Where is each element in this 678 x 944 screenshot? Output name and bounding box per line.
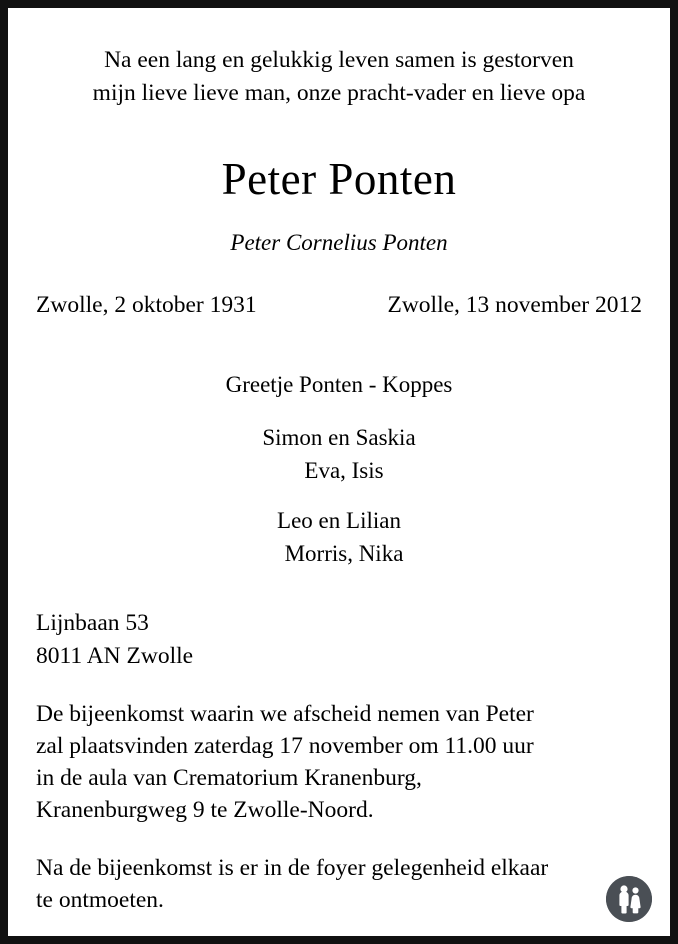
family-list — [34, 369, 644, 570]
death-date: Zwolle, 13 november 2012 — [387, 292, 642, 319]
ceremony-line-2: zal plaatsvinden zaterdag 17 november om 11.00 uur — [36, 733, 534, 760]
address-line-1: Lijnbaan 53 — [36, 609, 149, 636]
family-children: Eva, Isis — [304, 457, 384, 483]
mourning-figures-icon — [606, 876, 652, 922]
ceremony-line-1: De bijeenkomst waarin we afscheid nemen van Peter — [36, 701, 534, 728]
closing-line-2: te ontmoeten. — [36, 886, 164, 913]
intro-text — [34, 44, 644, 111]
life-dates — [34, 292, 644, 319]
deceased-full-name: Peter Cornelius Ponten — [230, 230, 448, 256]
intro-line-1: Na een lang en gelukkig leven samen is gestorven — [104, 47, 574, 73]
closing-paragraph — [34, 853, 644, 917]
intro-line-2: mijn lieve lieve man, onze pracht-vader en lieve opa — [92, 80, 586, 107]
closing-line-1: Na de bijeenkomst is er in de foyer gelegenheid elkaar — [36, 855, 549, 882]
family-group — [34, 422, 644, 487]
address-line-2: 8011 AN Zwolle — [36, 642, 194, 669]
ceremony-line-3: in de aula van Crematorium Kranenburg, — [36, 765, 422, 792]
family-parents: Leo en Lilian — [277, 508, 401, 534]
ceremony-paragraph — [34, 699, 644, 827]
ceremony-line-4: Kranenburgweg 9 te Zwolle-Noord. — [36, 797, 374, 824]
family-parents: Simon en Saskia — [262, 424, 416, 450]
spouse-name: Greetje Ponten - Koppes — [225, 372, 453, 398]
address-block — [34, 607, 644, 674]
family-children: Morris, Nika — [284, 540, 404, 566]
family-group — [34, 505, 644, 570]
deceased-name: Peter Ponten — [221, 153, 457, 204]
birth-date: Zwolle, 2 oktober 1931 — [36, 292, 257, 319]
